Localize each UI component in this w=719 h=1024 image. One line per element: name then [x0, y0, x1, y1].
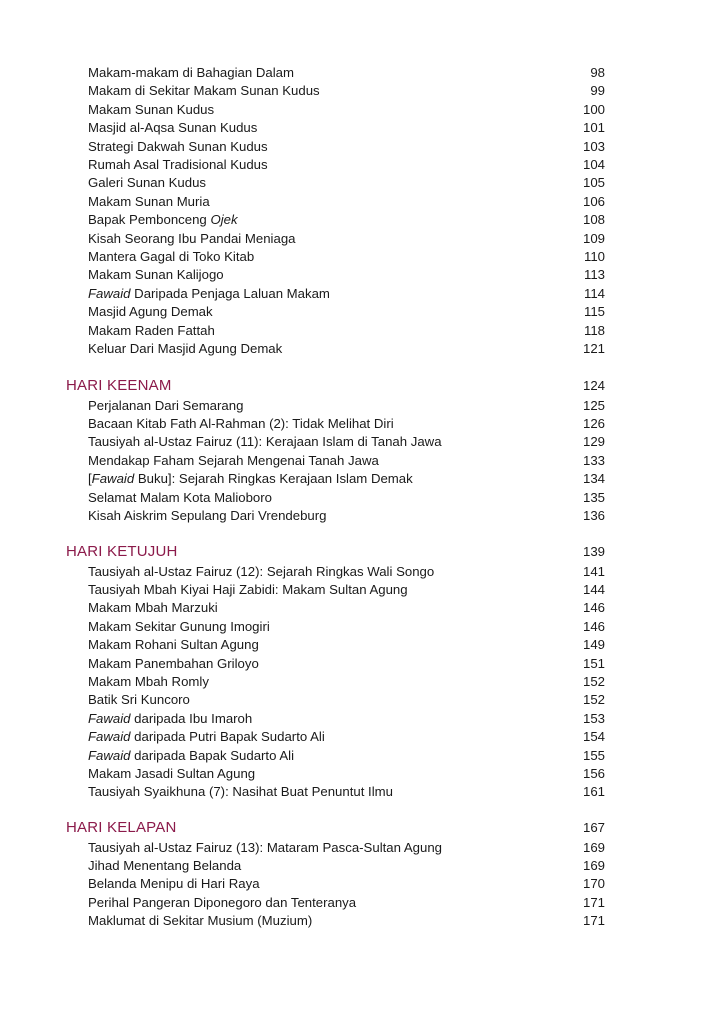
section-title: HARI KEENAM	[66, 377, 172, 394]
toc-entry	[88, 894, 605, 912]
page-number: 105	[582, 175, 605, 191]
entry-title: Kisah Aiskrim Sepulang Dari Vrendeburg	[88, 507, 327, 523]
page-number: 134	[582, 471, 605, 487]
toc-entry	[88, 747, 605, 765]
toc-entry	[88, 322, 605, 340]
toc-entry	[88, 765, 605, 783]
entry-title: Makam Mbah Romly	[88, 673, 209, 689]
toc-entry	[88, 452, 605, 470]
entry-title: Mantera Gagal di Toko Kitab	[88, 249, 255, 264]
page-number: 136	[582, 507, 605, 523]
toc-entry	[88, 857, 605, 875]
page-number: 152	[582, 673, 605, 689]
page-number: 156	[582, 765, 605, 781]
page-number: 133	[582, 452, 605, 468]
entry-title-italic: Fawaid	[88, 747, 131, 763]
page-number: 110	[583, 249, 605, 264]
toc-entry	[88, 230, 605, 248]
page-number: 169	[582, 857, 605, 873]
entry-title: Makam Mbah Marzuki	[88, 600, 218, 616]
page-number: 109	[582, 230, 605, 246]
page-number: 153	[582, 710, 605, 726]
entry-title: Masjid Agung Demak	[88, 304, 213, 320]
toc-entry	[88, 470, 605, 488]
page-number: 135	[582, 489, 605, 505]
entry-title: Makam Rohani Sultan Agung	[88, 637, 259, 653]
toc-entry	[88, 266, 605, 284]
page-number: 101	[582, 120, 605, 136]
toc-entry	[88, 673, 605, 691]
toc-entry	[88, 397, 605, 415]
entry-title: Maklumat di Sekitar Musium (Muzium)	[88, 913, 313, 929]
toc-entry	[88, 211, 605, 229]
page-number: 161	[582, 784, 605, 800]
toc-entry	[88, 581, 605, 599]
page-number: 170	[582, 876, 605, 892]
entry-title: Makam Panembahan Griloyo	[88, 655, 259, 671]
entry-title: Galeri Sunan Kudus	[88, 175, 207, 191]
page-number: 99	[590, 83, 605, 99]
page-number: 98	[590, 65, 605, 80]
toc-entry	[88, 415, 605, 433]
entry-title: Tausiyah Syaikhuna (7): Nasihat Buat Penuntut Ilmu	[88, 784, 393, 800]
toc-entry	[88, 912, 605, 930]
entry-title: Belanda Menipu di Hari Raya	[88, 876, 260, 892]
section-heading	[66, 376, 605, 396]
entry-title: Makam Jasadi Sultan Agung	[88, 765, 256, 781]
page-number: 114	[583, 285, 605, 301]
page-number: 126	[582, 415, 605, 431]
toc-entry	[88, 193, 605, 211]
page-number: 106	[582, 193, 605, 209]
entry-title: Makam-makam di Bahagian Dalam	[88, 65, 294, 80]
entry-title-italic: Fawaid	[88, 285, 131, 301]
toc-entry	[88, 489, 605, 507]
entry-title: Masjid al-Aqsa Sunan Kudus	[88, 120, 258, 136]
toc-entry	[88, 64, 605, 82]
entry-title: Rumah Asal Tradisional Kudus	[88, 157, 268, 172]
toc-entry	[88, 285, 605, 303]
entry-title: Tausiyah Mbah Kiyai Haji Zabidi: Makam Sultan Agung	[88, 581, 408, 597]
entry-title: Fawaid daripada Bapak Sudarto Ali	[88, 747, 295, 763]
page-number: 108	[582, 212, 605, 228]
toc-entry	[88, 507, 605, 525]
toc-entry	[88, 783, 605, 801]
page-number: 146	[582, 600, 605, 616]
toc-entry	[88, 248, 605, 266]
toc-entry	[88, 101, 605, 119]
toc-entry	[88, 875, 605, 893]
entry-title: Selamat Malam Kota Malioboro	[88, 489, 272, 505]
page-number: 118	[583, 322, 605, 338]
entry-title: Mendakap Faham Sejarah Mengenai Tanah Jawa	[88, 452, 379, 468]
entry-title-italic: Fawaid	[88, 729, 131, 745]
toc-entry	[88, 138, 605, 156]
page-number: 115	[583, 304, 605, 320]
page-number: 121	[582, 341, 605, 356]
entry-title: Makam Sunan Kudus	[88, 101, 215, 117]
page-number: 171	[582, 894, 605, 910]
toc-entry	[88, 655, 605, 673]
entry-title: Strategi Dakwah Sunan Kudus	[88, 138, 268, 154]
section-heading	[66, 542, 605, 562]
entry-title-italic: Ojek	[210, 212, 238, 228]
entry-title: Makam Raden Fattah	[88, 322, 215, 338]
entry-title: Keluar Dari Masjid Agung Demak	[88, 341, 283, 356]
page-number: 104	[582, 157, 605, 172]
page-number: 113	[583, 267, 605, 283]
toc-entry	[88, 636, 605, 654]
toc-entry	[88, 599, 605, 617]
entry-title: Tausiyah al-Ustaz Fairuz (12): Sejarah Ringkas Wali Songo	[88, 563, 435, 579]
entry-title: Fawaid daripada Putri Bapak Sudarto Ali	[88, 729, 325, 745]
toc-entry	[88, 340, 605, 358]
page-number: 167	[582, 820, 605, 835]
page-number: 171	[582, 913, 605, 929]
entry-title: Bapak Pembonceng Ojek	[88, 212, 238, 228]
entry-title: Perihal Pangeran Diponegoro dan Tenteranya	[88, 894, 357, 910]
toc-entry	[88, 710, 605, 728]
toc-entry	[88, 303, 605, 321]
entry-title: [Fawaid Buku]: Sejarah Ringkas Kerajaan Islam Demak	[88, 471, 413, 487]
toc-entry	[88, 839, 605, 857]
toc-entry	[88, 119, 605, 137]
entry-title: Tausiyah al-Ustaz Fairuz (13): Mataram Pasca-Sultan Agung	[88, 839, 443, 855]
page-number: 141	[582, 563, 605, 579]
entry-title: Jihad Menentang Belanda	[88, 857, 242, 873]
page-number: 100	[582, 101, 605, 117]
page-number: 154	[582, 729, 605, 745]
toc-entry	[88, 728, 605, 746]
section-title: HARI KETUJUH	[66, 543, 178, 560]
entry-title: Batik Sri Kuncoro	[88, 692, 190, 708]
entry-title: Fawaid daripada Ibu Imaroh	[88, 710, 253, 726]
page-number: 103	[582, 138, 605, 154]
entry-title-italic: Fawaid	[91, 471, 135, 487]
page-number: 169	[582, 839, 605, 855]
entry-title: Makam Sekitar Gunung Imogiri	[88, 618, 270, 634]
entry-title: Tausiyah al-Ustaz Fairuz (11): Kerajaan Islam di Tanah Jawa	[88, 434, 442, 450]
entry-title: Makam Sunan Kalijogo	[88, 267, 224, 283]
page-number: 151	[582, 655, 605, 671]
entry-title: Perjalanan Dari Semarang	[88, 397, 244, 413]
toc-entry	[88, 691, 605, 709]
toc-entry	[88, 82, 605, 100]
page-number: 139	[582, 544, 605, 559]
toc-entry	[88, 433, 605, 451]
entry-title: Fawaid Daripada Penjaga Laluan Makam	[88, 285, 330, 301]
toc-entry	[88, 174, 605, 192]
section-title: HARI KELAPAN	[66, 819, 177, 836]
page-number: 124	[582, 378, 605, 393]
entry-title: Makam Sunan Muria	[88, 193, 210, 209]
section-heading	[66, 818, 605, 838]
page-number: 125	[582, 397, 605, 413]
page-number: 146	[582, 618, 605, 634]
entry-title: Bacaan Kitab Fath Al-Rahman (2): Tidak Melihat Diri	[88, 415, 394, 431]
entry-title-italic: Fawaid	[88, 710, 131, 726]
toc-entry	[88, 156, 605, 174]
page-number: 155	[582, 747, 605, 763]
entry-title: Kisah Seorang Ibu Pandai Meniaga	[88, 230, 296, 246]
toc-entry	[88, 618, 605, 636]
entry-title: Makam di Sekitar Makam Sunan Kudus	[88, 83, 320, 99]
page-number: 129	[582, 434, 605, 450]
page-number: 152	[582, 692, 605, 708]
page-number: 144	[582, 581, 605, 597]
page-number: 149	[582, 637, 605, 653]
toc-entry	[88, 563, 605, 581]
